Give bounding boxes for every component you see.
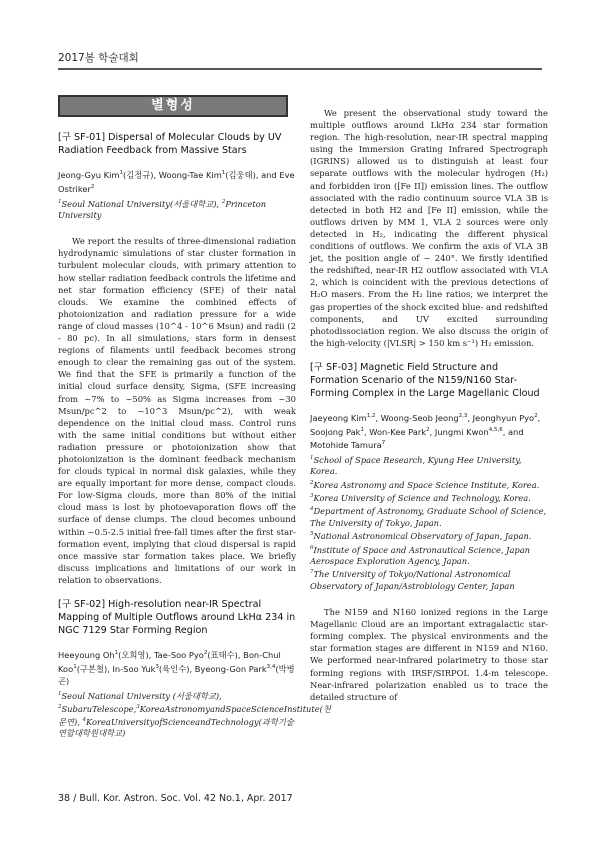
running-header: 2017봄 학술대회	[58, 52, 139, 64]
article-affiliations: $^1$Seoul National University(서울대학교), $^2$Princeton University	[58, 198, 267, 220]
article-title: [구 SF-03] Magnetic Field Structure and Formation Scenario of the N159/N160 Star-Forming Complex in the Large Magellanic Cloud	[310, 361, 540, 399]
article-sf03	[310, 361, 548, 703]
section-banner	[58, 95, 288, 117]
article-abstract: We present the observational study toward the multiple outflows around LkHα 234 star formation region. The high-resolution, near-IR spectral mapping using the Immersion Grating Infrared Spectrograph (IGRINS) allowed us to distinguish at least four separate outflows with the molecular hydrogen (H₂) and forbidden iron ([Fe II]) emission lines. The outflow associated with the radio continuum source VLA 3B is detected in both H2 and [Fe II] emission, while the outflows driven by MM 1, VLA 2 sources were only detected in H₂, indicating the different physical conditions of outflows. We confirm the axis of VLA 3B jet, the position angle of ~ 240°. We firstly identified the redshifted, near-IR H2 outflow associated with VLA 2, which is coincident with the previous detections of H₂O masers. From the H₂ line ratios, we interpret the gas properties of the shock excited blue- and redshifted components, and UV excited surrounding photodissociation region. We also discuss the origin of the high-velocity (|VLSR| > 150 km s⁻¹) H₂ emission.	[310, 108, 548, 348]
header-rule	[58, 68, 542, 70]
article-authors: Heeyoung Oh$^1$(오희영), Tae-Soo Pyo$^2$(표태수), Bon-Chul Koo$^1$(구본철), In-Soo Yuk$^3$(육인수), Byeong-Gon Park$^{3,4}$(박병곤)	[58, 649, 295, 686]
article-title: [구 SF-02] High-resolution near-IR Spectral Mapping of Multiple Outflows around LkHα 234 in NGC 7129 Star Forming Region	[58, 599, 296, 637]
article-sf01	[58, 131, 296, 586]
article-authors: Jaeyeong Kim$^{1,2}$, Woong-Seob Jeong$^{2,3}$, Jeonghyun Pyo$^2$, Soojong Pak$^1$, Won-Kee Park$^2$, Jungmi Kwon$^{4,5,6}$, and Motohide Tamura$^7$	[310, 412, 541, 451]
right-column	[310, 107, 548, 715]
section-label: 별형성	[151, 97, 195, 113]
article-abstract: We report the results of three-dimensional radiation hydrodynamic simulations of star cluster formation in turbulent molecular clouds, with primary attention to how stellar radiation feedback controls the lifetime and net star formation efficiency (SFE) of their natal clouds. We examine the combined effects of photoionization and radiation pressure for a wide range of cloud masses (10^4 - 10^6 Msun) and radii (2 - 80 pc). In all simulations, stars form in densest regions of filaments until feedback becomes strong enough to clear the remaining gas out of the system. We find that the SFE is primarily a function of the initial cloud surface density, Sigma, (SFE increasing from ~7% to ~50% as Sigma increases from ~30 Msun/pc^2 to ~10^3 Msun/pc^2), with weak dependence on the initial cloud mass. Control runs with the same initial conditions but without either radiation pressure or photoionization show that photoionization is the dominant feedback mechanism for clouds typical in normal disk galaxies, while they are equally important for more dense, compact clouds. For low-Sigma clouds, more than 80% of the initial cloud mass is lost by photoevaporation flows off the surface of dense clumps. The cloud becomes unbound within ~0.5-2.5 initial free-fall times after the first star-formation event, implying that cloud dispersal is rapid once massive star formation takes place. We briefly discuss implications and limitations of our work in relation to observations.	[58, 236, 296, 585]
article-title: [구 SF-01] Dispersal of Molecular Clouds by UV Radiation Feedback from Massive Stars	[58, 132, 282, 156]
page-footer: 38 / Bull. Kor. Astron. Soc. Vol. 42 No.1, Apr. 2017	[58, 793, 293, 804]
article-affiliations: $^1$School of Space Research, Kyung Hee University, Korea. $^2$Korea Astronomy and Space Science Institute, Korea. $^3$Korea University of Science and Technology, Korea. $^4$Department of Astronomy, Graduate School of Science, The University of Tokyo, Japan. $^5$National Astronomical Observatory of Japan, Japan. $^6$Institute of Space and Astronautical Science, Japan Aerospace Exploration Agency, Japan. $^7$The University of Tokyo/National Astronomical Observatory of Japan/Astrobiology Center, Japan	[310, 454, 547, 591]
article-abstract: The N159 and N160 ionized regions in the Large Magellanic Cloud are an important extragalactic star-forming complex. The physical environments and the star formation stages are different in N159 and N160. We performed near-infrared polarimetry to those star forming regions with IRSF/SIRPOL 1.4-m telescope. Near-infrared polarization enabled us to trace the detailed structure of	[310, 607, 548, 702]
article-affiliations: $^1$Seoul National University (서울대학교), $^2$SubaruTelescope,$^3$KoreaAstronomyandSpaceScienceInstitute(천문연), $^4$KoreaUniversityofScienceandTechnology(과학기술연합대학원대학교)	[58, 690, 331, 739]
left-column	[58, 95, 331, 752]
article-authors: Jeong-Gyu Kim$^1$(김정규), Woong-Tae Kim$^1$(김웅태), and Eve Ostriker$^2$	[58, 169, 295, 194]
article-sf02	[58, 598, 331, 740]
